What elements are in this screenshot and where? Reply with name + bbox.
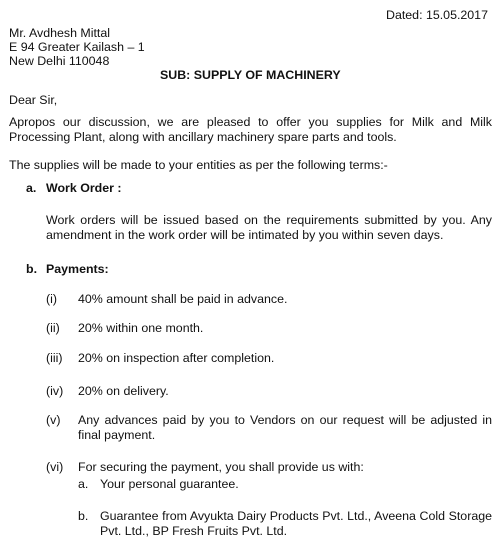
letter-date: Dated: 15.05.2017	[386, 8, 488, 22]
sub-item-text: Guarantee from Avyukta Dairy Products Pvt. Ltd., Aveena Cold Storage Pvt. Ltd., BP Fresh Fruits Pvt. Ltd.	[100, 509, 492, 538]
sub-item-text: Your personal guarantee.	[100, 477, 239, 491]
salutation: Dear Sir,	[9, 93, 58, 107]
sub-item-marker: b.	[78, 509, 89, 523]
section-b-title: Payments:	[46, 262, 109, 276]
payment-item-number: (ii)	[46, 321, 60, 335]
payment-item-number: (iii)	[46, 351, 63, 365]
payment-item-text: 20% within one month.	[78, 321, 204, 335]
recipient-name: Mr. Avdhesh Mittal	[9, 26, 111, 40]
terms-intro: The supplies will be made to your entities as per the following terms:-	[9, 158, 388, 172]
payment-item-number: (vi)	[46, 460, 64, 474]
sub-item-marker: a.	[78, 477, 89, 491]
payment-item-text: 20% on inspection after completion.	[78, 351, 275, 365]
payment-item-text: Any advances paid by you to Vendors on our request will be adjusted in final payment.	[78, 413, 492, 442]
payment-item-text: For securing the payment, you shall provide us with:	[78, 460, 364, 474]
section-b-marker: b.	[26, 262, 38, 276]
section-a-title: Work Order :	[46, 181, 122, 195]
payment-item-number: (v)	[46, 413, 61, 427]
subject-line: SUB: SUPPLY OF MACHINERY	[160, 68, 341, 82]
recipient-address-line2: New Delhi 110048	[9, 54, 110, 68]
section-a-marker: a.	[26, 181, 37, 195]
section-a-body: Work orders will be issued based on the requirements submitted by you. Any amendment in the work order will be intimated by you within seven days.	[46, 213, 492, 242]
payment-item-number: (iv)	[46, 384, 64, 398]
payment-item-text: 20% on delivery.	[78, 384, 169, 398]
payment-item-text: 40% amount shall be paid in advance.	[78, 292, 288, 306]
intro-paragraph: Apropos our discussion, we are pleased to offer you supplies for Milk and Milk Processing Plant, along with ancillary machinery spare parts and tools.	[9, 115, 492, 144]
recipient-address-line1: E 94 Greater Kailash – 1	[9, 40, 145, 54]
payment-item-number: (i)	[46, 292, 58, 306]
